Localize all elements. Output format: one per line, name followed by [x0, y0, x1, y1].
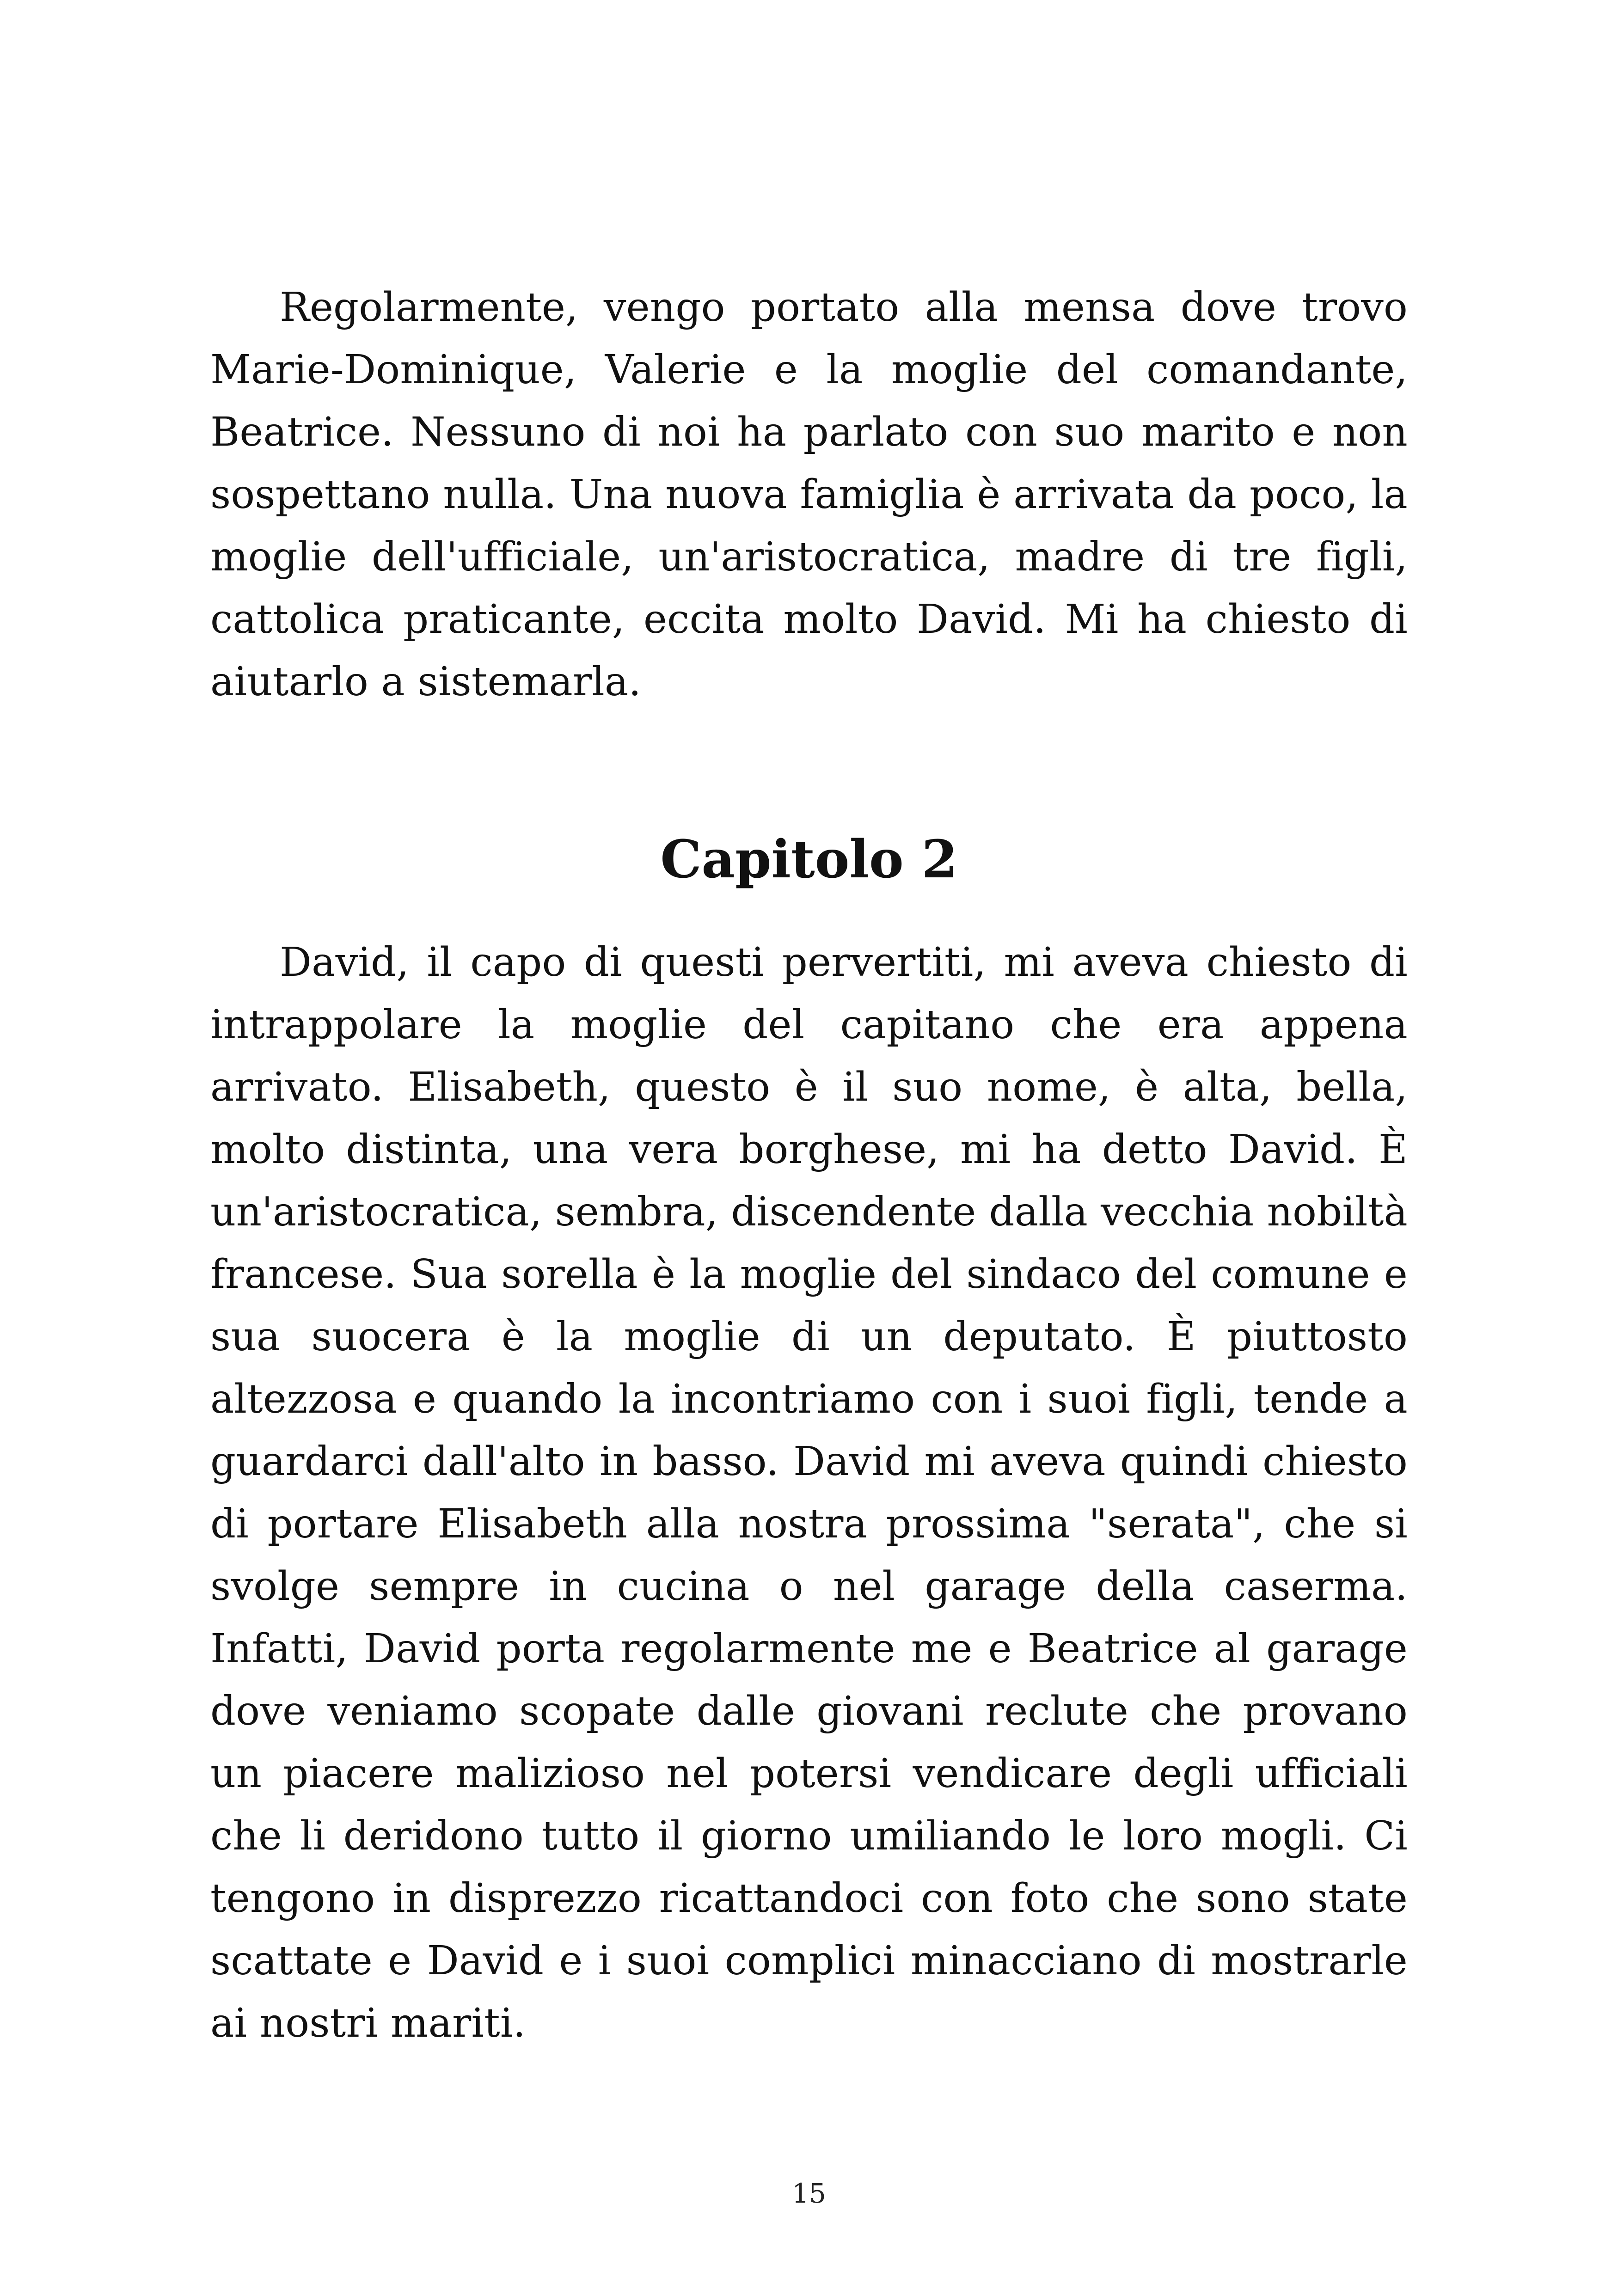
paragraph-chapter-body: David, il capo di questi pervertiti, mi aveva chiesto di intrappolare la moglie del capitano che era appena arrivato. Elisabeth, questo è il suo nome, è alta, bella, molto distinta, una vera borghese, mi ha detto David. È un'aristocratica, sembra, discendente dalla vecchia nobiltà francese. Sua sorella è la moglie del sindaco del comune e sua suocera è la moglie di un deputato. È piuttosto altezzosa e quando la incontriamo con i suoi figli, tende a guardarci dall'alto in basso. David mi aveva quindi chiesto di portare Elisabeth alla nostra prossima "serata", che si svolge sempre in cucina o nel garage della caserma. Infatti, David porta regolarmente me e Beatrice al garage dove veniamo scopate dalle giovani reclute che provano un piacere malizioso nel potersi vendicare degli ufficiali che li deridono tutto il giorno umiliando le loro mogli. Ci tengono in disprezzo ricattandoci con foto che sono state scattate e David e i suoi complici minacciano di mostrarle ai nostri mariti. — [210, 939, 1408, 2046]
chapter-title: Capitolo 2 — [660, 829, 958, 890]
paragraph-intro: Regolarmente, vengo portato alla mensa dove trovo Marie-Dominique, Valerie e la moglie del comandante, Beatrice. Nessuno di noi ha parlato con suo marito e non sospettano nulla. Una nuova famiglia è arrivata da poco, la moglie dell'ufficiale, un'aristocratica, madre di tre figli, cattolica praticante, eccita molto David. Mi ha chiesto di aiutarlo a sistemarla. — [210, 284, 1408, 705]
page-number: 15 — [792, 2178, 826, 2209]
